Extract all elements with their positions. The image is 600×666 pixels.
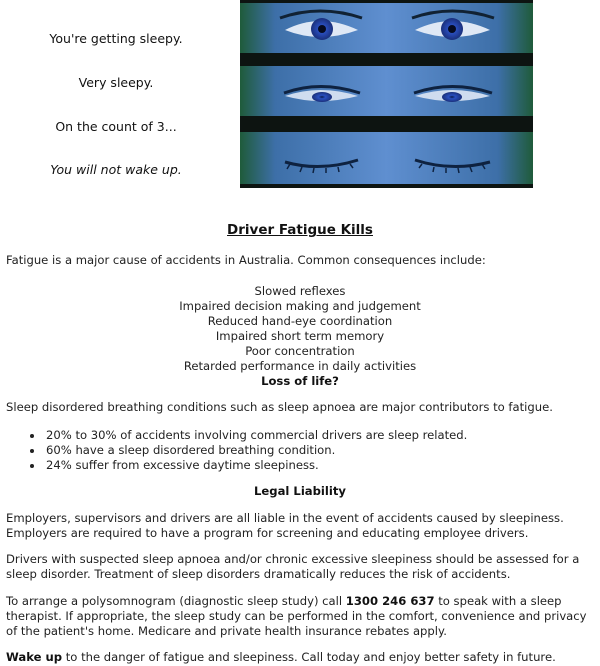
sleep-disorder-text: Sleep disordered breathing conditions such as sleep apnoea are major contributors to fatigue.: [6, 400, 553, 414]
closing-rest: to the danger of fatigue and sleepiness. Call today and enjoy better safety in future.: [62, 650, 556, 664]
list-item: Slowed reflexes: [254, 284, 346, 298]
arrange-text-end: to speak with a sleep therapist. If appropriate, the sleep study can be performed in the comfort, convenience and privacy of the patient's home. Medicare and private health insurance rebates apply.: [6, 594, 587, 638]
tagline-4: You will not wake up.: [50, 162, 182, 177]
phone-number: 1300 246 637: [345, 594, 435, 608]
eyes-image: [240, 0, 533, 188]
eyes-half-strip: [240, 66, 533, 116]
closing-text: [6, 650, 596, 665]
list-item: Reduced hand-eye coordination: [207, 314, 393, 328]
eyes-open-strip: [240, 3, 533, 53]
consequences-list: [0, 284, 600, 374]
list-item: Retarded performance in daily activities: [183, 359, 417, 373]
wake-up-text: Wake up: [6, 650, 63, 664]
list-item: Impaired decision making and judgement: [179, 299, 421, 313]
loss-of-life-text: Loss of life?: [261, 374, 339, 388]
tagline-3: On the count of 3...: [55, 119, 177, 134]
legal-text: Employers, supervisors and drivers are all liable in the event of accidents caused by sleepiness. Employers are required to have a program for screening and educating employee drivers.: [6, 511, 564, 540]
intro-text: Fatigue is a major cause of accidents in Australia. Common consequences include:: [6, 253, 486, 267]
list-item: • 24% suffer from excessive daytime sleepiness.: [44, 458, 467, 473]
list-item: Poor concentration: [245, 344, 355, 358]
eyes-closed-strip: [240, 132, 533, 184]
legal-heading: Legal Liability: [254, 484, 346, 498]
list-item: • 60% have a sleep disordered breathing condition.: [44, 443, 467, 458]
stats-list: [28, 428, 467, 473]
tagline-2: Very sleepy.: [78, 75, 154, 90]
list-item: • 20% to 30% of accidents involving commercial drivers are sleep related.: [44, 428, 467, 443]
eyes-illustration: [240, 0, 533, 188]
list-item: Impaired short term memory: [215, 329, 385, 343]
arrange-text: [6, 594, 596, 639]
assessment-text: Drivers with suspected sleep apnoea and/or chronic excessive sleepiness should be assessed for a sleep disorder. Treatment of sleep disorders dramatically reduces the risk of accidents.: [6, 552, 580, 581]
page-title: Driver Fatigue Kills: [227, 222, 373, 238]
tagline-1: You're getting sleepy.: [49, 31, 183, 46]
arrange-text-start: To arrange a polysomnogram (diagnostic sleep study) call: [6, 594, 346, 608]
